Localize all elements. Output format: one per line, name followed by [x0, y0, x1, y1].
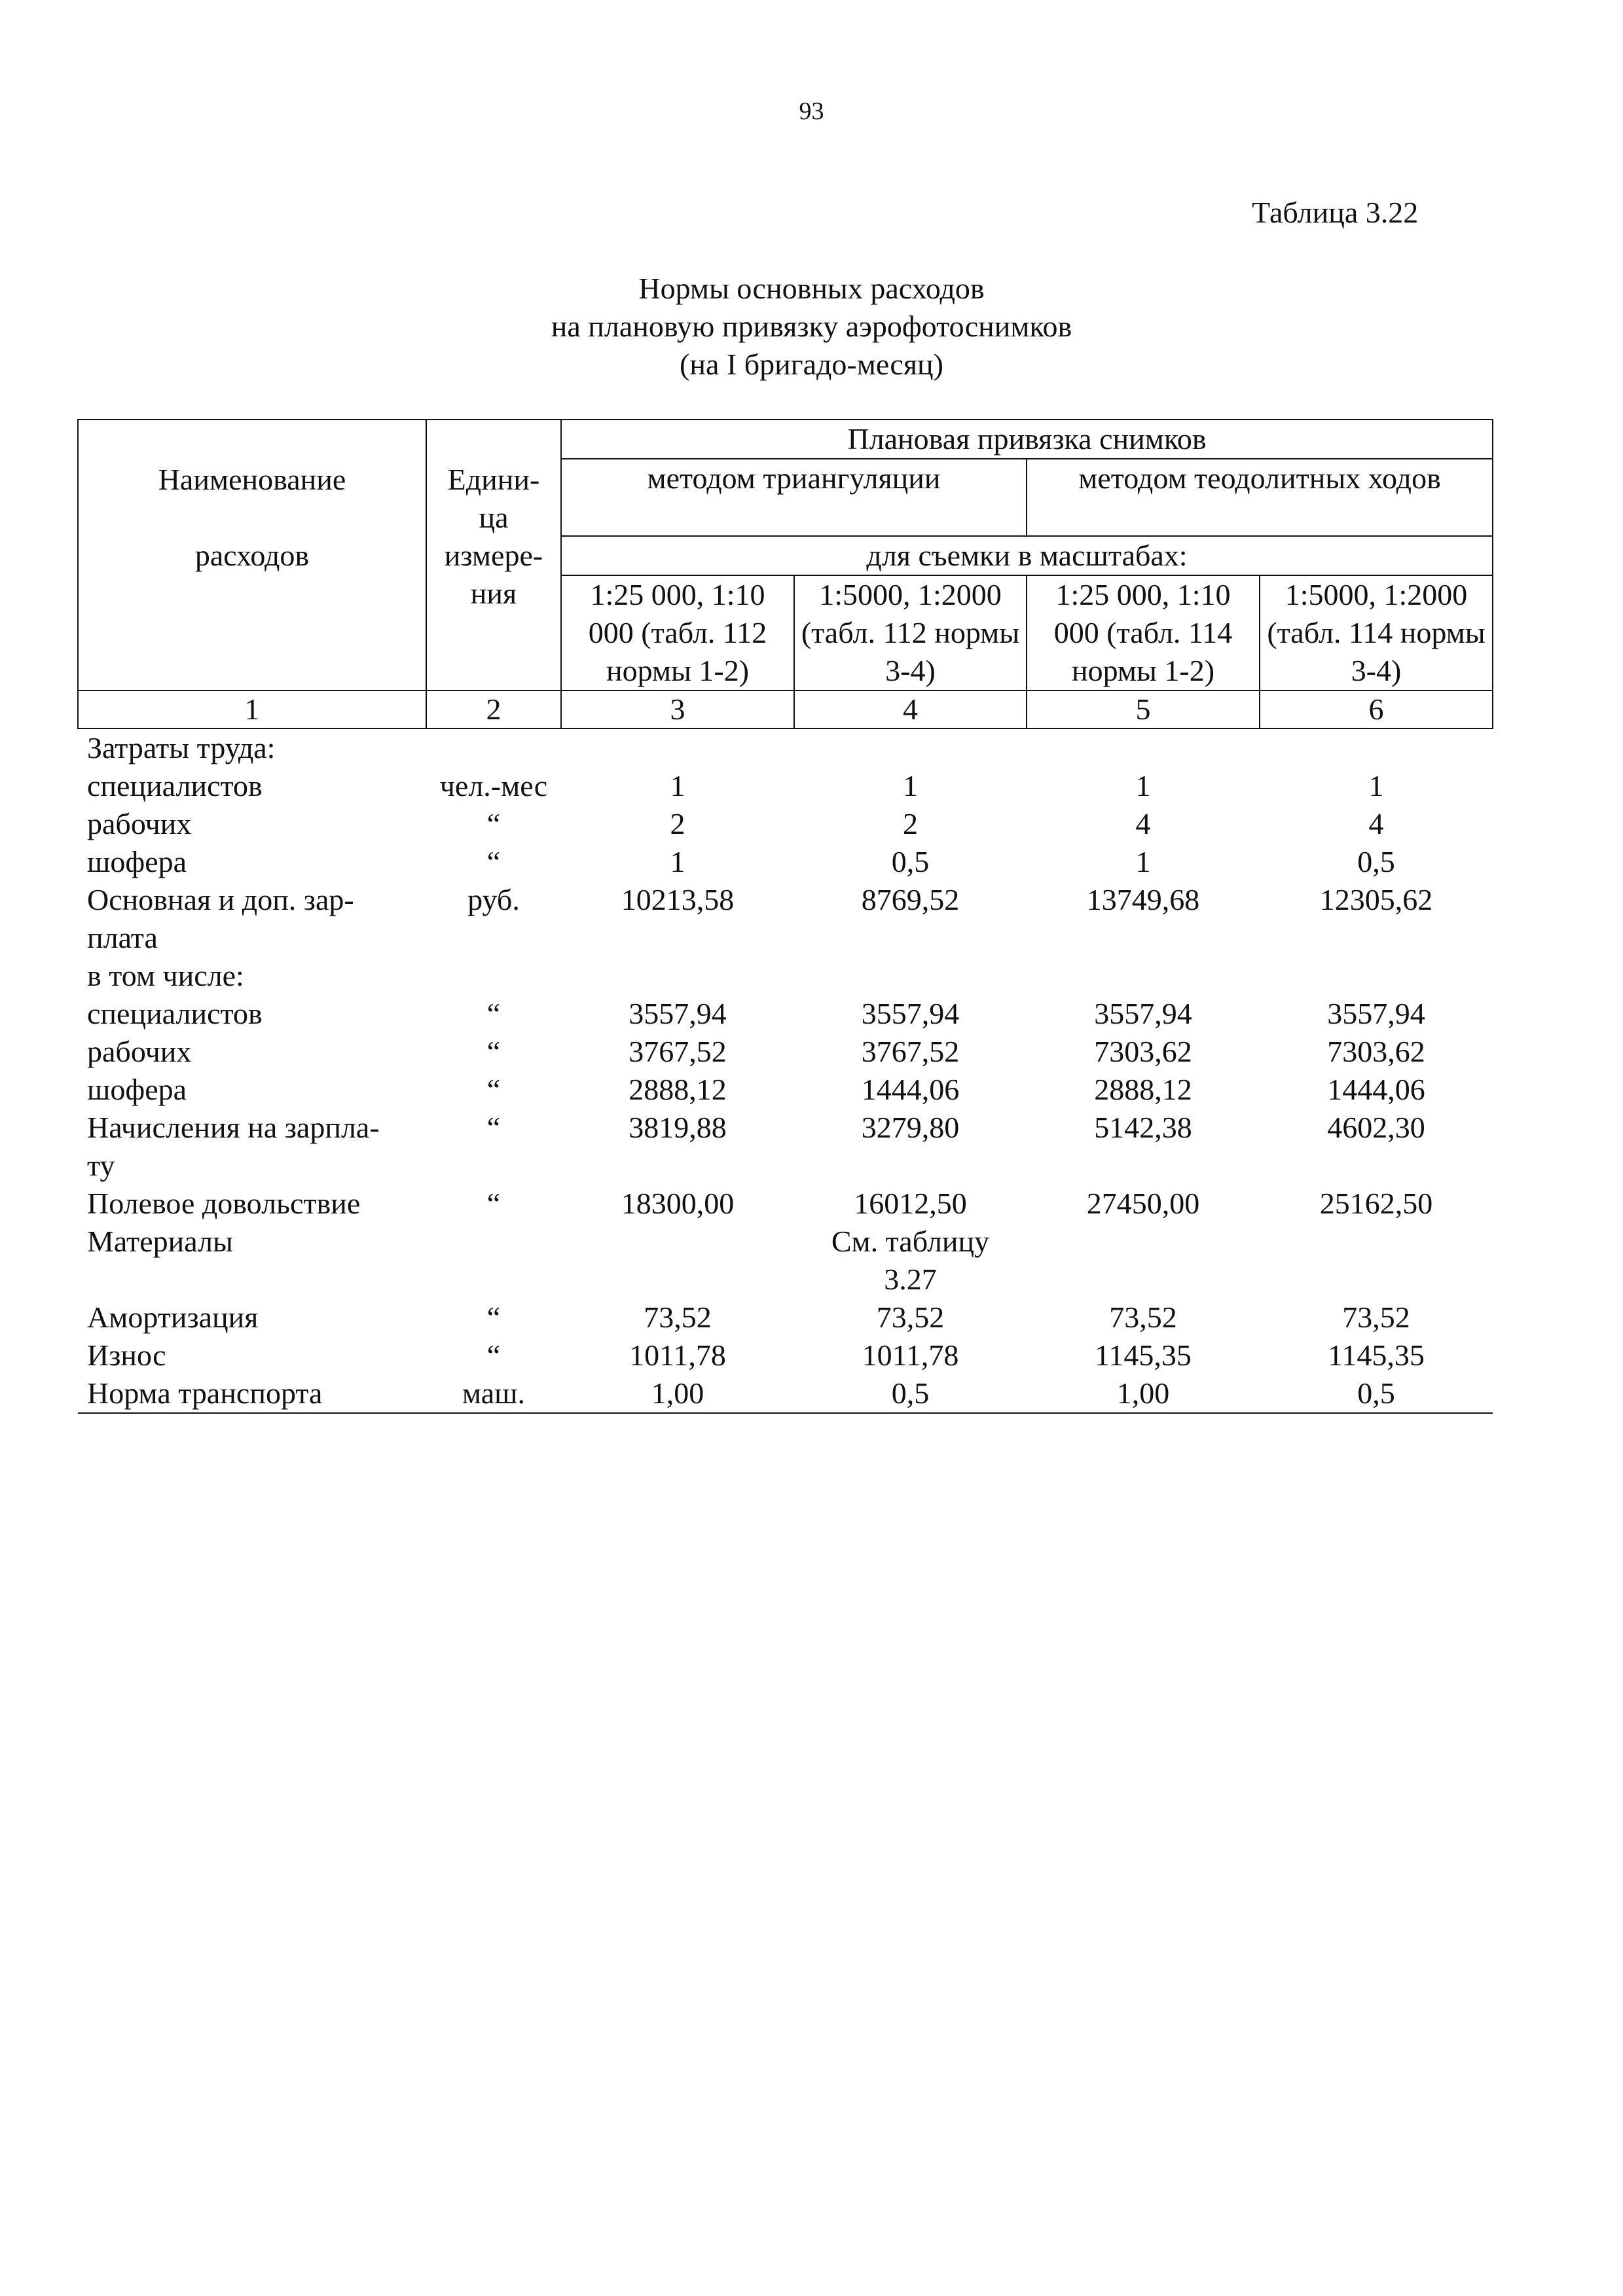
header-unit-line: ния: [470, 577, 517, 610]
table-row: [78, 1185, 1493, 1223]
header-name: [78, 420, 426, 691]
table-row: [78, 1147, 1493, 1185]
row-value: 4602,30: [1327, 1111, 1425, 1144]
row-unit: [426, 919, 561, 957]
row-value: [561, 1261, 794, 1299]
row-value: 4: [1135, 807, 1151, 840]
row-name: Основная и доп. зар-: [87, 883, 354, 916]
column-number: 2: [426, 691, 561, 728]
row-value: [1260, 1147, 1493, 1185]
header-name-line2: расходов: [194, 539, 310, 572]
row-name: специалистов: [87, 997, 263, 1030]
column-numbers-row: [78, 691, 1493, 728]
header-name-line1: Наименование: [158, 463, 346, 496]
row-name: плата: [87, 921, 158, 954]
table-title: [0, 270, 1623, 384]
table-row: [78, 805, 1493, 843]
row-name: специалистов: [87, 769, 263, 802]
row-value: 3.27: [884, 1263, 937, 1296]
row-unit: “: [486, 1073, 501, 1106]
row-value: 0,5: [794, 1374, 1027, 1413]
row-unit: руб.: [467, 883, 520, 916]
row-value: 73,52: [1109, 1300, 1177, 1334]
row-value: [794, 919, 1027, 957]
row-name: шофера: [87, 1073, 187, 1106]
row-value: 1: [1368, 769, 1384, 802]
norms-table: [77, 419, 1493, 1414]
row-value: 0,5: [891, 845, 930, 878]
row-value: [561, 728, 794, 767]
row-value: [561, 1147, 794, 1185]
header-col3: 1:25 000, 1:10 000 (табл. 112 нормы 1-2): [561, 575, 794, 691]
row-value: 1: [1135, 845, 1151, 878]
header-unit-line: Едини-: [447, 463, 540, 496]
row-value: 73,52: [1342, 1300, 1410, 1334]
row-value: [1260, 728, 1493, 767]
row-name: рабочих: [87, 807, 192, 840]
row-name: Материалы: [87, 1225, 233, 1258]
page-number: 93: [799, 98, 824, 125]
row-value: 10213,58: [621, 883, 735, 916]
row-value: 1145,35: [1328, 1338, 1425, 1372]
row-name: [78, 1261, 426, 1299]
row-unit: “: [486, 1187, 501, 1220]
row-unit: “: [486, 1300, 501, 1334]
title-line: на плановую привязку аэрофотоснимков: [551, 310, 1072, 343]
row-value: 73,52: [876, 1300, 945, 1334]
row-value: 18300,00: [621, 1187, 735, 1220]
row-value: [1027, 1261, 1260, 1299]
row-value: 2: [903, 807, 918, 840]
row-name: Начисления на зарпла-: [87, 1111, 380, 1144]
column-number: 5: [1027, 691, 1260, 728]
row-name: Износ: [87, 1338, 166, 1372]
row-value: [1260, 1223, 1493, 1261]
row-value: 3557,94: [1094, 997, 1192, 1030]
row-unit: [426, 728, 561, 767]
header-group: Плановая привязка снимков: [561, 420, 1493, 459]
row-value: [794, 1147, 1027, 1185]
row-value: 1: [670, 845, 685, 878]
column-number: 3: [561, 691, 794, 728]
table-row: [78, 843, 1493, 881]
row-value: 3767,52: [629, 1035, 727, 1068]
row-value: [1260, 919, 1493, 957]
row-value: [794, 728, 1027, 767]
row-name: в том числе:: [87, 959, 244, 992]
row-name: рабочих: [87, 1035, 192, 1068]
row-value: [1027, 1147, 1260, 1185]
header-method-triangulation: методом триангуляции: [561, 459, 1027, 536]
row-value: 2888,12: [629, 1073, 727, 1106]
table-row: [78, 1109, 1493, 1147]
table-row: [78, 995, 1493, 1033]
row-value: 3279,80: [861, 1111, 960, 1144]
row-value: [1260, 1261, 1493, 1299]
row-name: Затраты труда:: [87, 731, 276, 764]
header-col5: 1:25 000, 1:10 000 (табл. 114 нормы 1-2): [1027, 575, 1260, 691]
table-row: [78, 1299, 1493, 1336]
row-value: 1444,06: [1327, 1073, 1425, 1106]
table-row: [78, 728, 1493, 767]
header-scales: для съемки в масштабах:: [561, 536, 1493, 575]
row-unit: “: [486, 1035, 501, 1068]
column-number: 4: [794, 691, 1027, 728]
row-value: 27450,00: [1086, 1187, 1200, 1220]
row-value: 13749,68: [1086, 883, 1200, 916]
row-value: [1027, 728, 1260, 767]
table-row: [78, 881, 1493, 919]
column-number: 1: [78, 691, 426, 728]
row-value: 3767,52: [861, 1035, 960, 1068]
row-unit: маш.: [426, 1374, 561, 1413]
row-unit: “: [486, 807, 501, 840]
row-value: 3557,94: [629, 997, 727, 1030]
row-value: 5142,38: [1094, 1111, 1192, 1144]
row-unit: [426, 1261, 561, 1299]
row-value: 2888,12: [1094, 1073, 1192, 1106]
table-row: [78, 1336, 1493, 1374]
row-name: ту: [87, 1149, 115, 1182]
row-value: [1260, 957, 1493, 995]
row-unit: [426, 1147, 561, 1185]
row-value: 0,5: [1260, 1374, 1493, 1413]
row-value: 73,52: [644, 1300, 712, 1334]
table-row: [78, 1223, 1493, 1261]
header-unit-line: ца: [479, 501, 509, 534]
table-row: [78, 1374, 1493, 1413]
header-col6: 1:5000, 1:2000 (табл. 114 нормы 3-4): [1260, 575, 1493, 691]
row-unit: [426, 957, 561, 995]
table-row: [78, 767, 1493, 805]
row-value: 1444,06: [861, 1073, 960, 1106]
row-unit: чел.-мес: [439, 769, 548, 802]
row-name: Норма транспорта: [78, 1374, 426, 1413]
row-value: 0,5: [1357, 845, 1395, 878]
table-header: [78, 420, 1493, 728]
row-value: См. таблицу: [831, 1225, 990, 1258]
row-value: 1,00: [1027, 1374, 1260, 1413]
row-value: 1011,78: [862, 1338, 959, 1372]
row-value: [1027, 919, 1260, 957]
row-value: 12305,62: [1319, 883, 1433, 916]
row-value: 1: [903, 769, 918, 802]
row-value: 1145,35: [1095, 1338, 1192, 1372]
table-row: [78, 1033, 1493, 1071]
row-name: Полевое довольствие: [87, 1187, 361, 1220]
row-value: 4: [1368, 807, 1384, 840]
row-value: [561, 919, 794, 957]
row-value: 3557,94: [861, 997, 960, 1030]
row-value: 3819,88: [629, 1111, 727, 1144]
row-value: 7303,62: [1094, 1035, 1192, 1068]
row-value: [1027, 1223, 1260, 1261]
row-unit: “: [486, 1111, 501, 1144]
header-col4: 1:5000, 1:2000 (табл. 112 нормы 3-4): [794, 575, 1027, 691]
row-value: [794, 957, 1027, 995]
row-value: 1: [670, 769, 685, 802]
header-unit: [426, 420, 561, 691]
row-value: 8769,52: [861, 883, 960, 916]
row-value: [1027, 957, 1260, 995]
table-row: [78, 1261, 1493, 1299]
table-body: [78, 728, 1493, 1413]
row-value: 16012,50: [854, 1187, 967, 1220]
row-value: 2: [670, 807, 685, 840]
row-value: [561, 1223, 794, 1261]
row-value: [561, 957, 794, 995]
row-value: 25162,50: [1319, 1187, 1433, 1220]
title-line: (на I бригадо-месяц): [680, 348, 943, 381]
row-value: 1,00: [561, 1374, 794, 1413]
row-unit: “: [486, 845, 501, 878]
column-number: 6: [1260, 691, 1493, 728]
row-value: 1: [1135, 769, 1151, 802]
row-name: Амортизация: [87, 1300, 259, 1334]
row-value: 7303,62: [1327, 1035, 1425, 1068]
row-unit: “: [486, 997, 501, 1030]
table-row: [78, 957, 1493, 995]
row-unit: [426, 1223, 561, 1261]
header-unit-line: измере-: [444, 539, 543, 572]
row-value: 1011,78: [629, 1338, 726, 1372]
row-unit: “: [486, 1338, 501, 1372]
table-row: [78, 919, 1493, 957]
header-method-theodolite: методом теодолитных ходов: [1027, 459, 1493, 536]
table-label: Таблица 3.22: [1252, 196, 1419, 229]
row-name: шофера: [87, 845, 187, 878]
row-value: 3557,94: [1327, 997, 1425, 1030]
title-line: Нормы основных расходов: [638, 272, 985, 305]
table-row: [78, 1071, 1493, 1109]
